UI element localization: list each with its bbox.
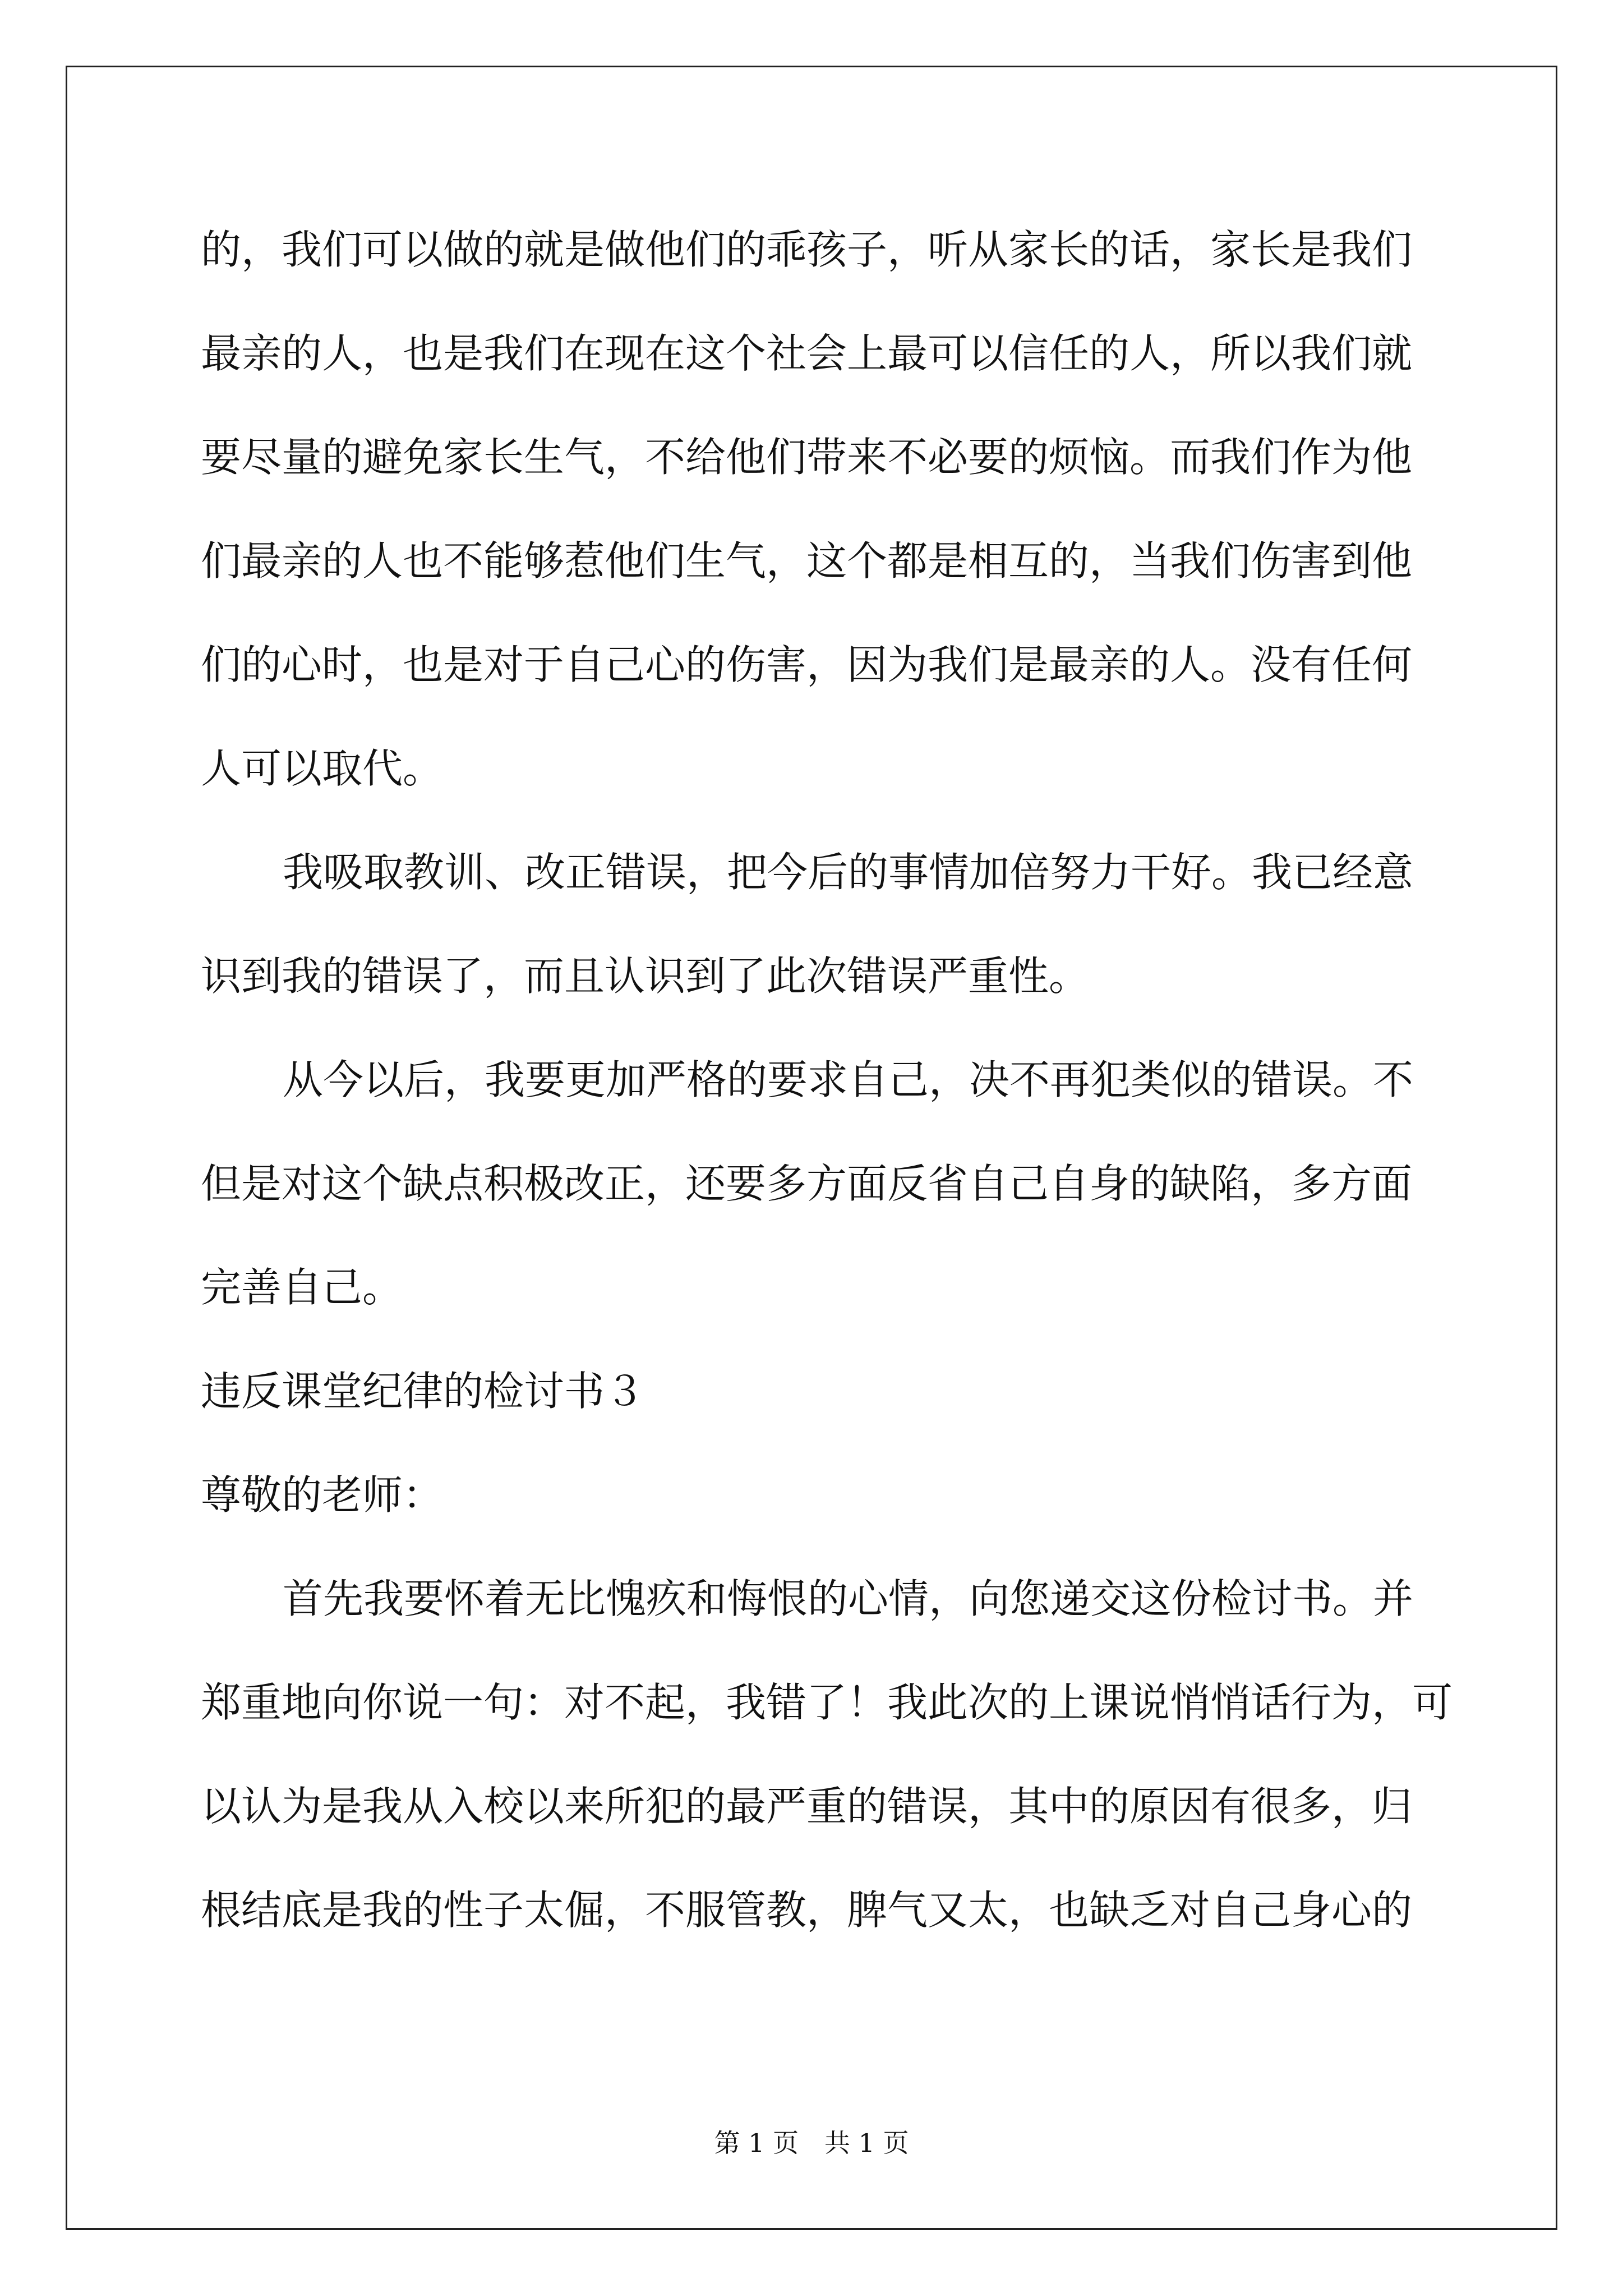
- text-line: 以认为是我从入校以来所犯的最严重的错误，其中的原因有很多，归: [201, 1783, 1413, 1830]
- text-line: 的，我们可以做的就是做他们的乖孩子，听从家长的话，家长是我们: [201, 226, 1413, 273]
- page-number: 第 1 页 共 1 页: [714, 2128, 909, 2158]
- text-line: 人可以取代。: [201, 745, 444, 792]
- salutation: 尊敬的老师：: [201, 1471, 444, 1519]
- text-line: 郑重地向你说一句：对不起，我错了！我此次的上课说悄悄话行为，可: [201, 1679, 1453, 1726]
- section-heading: 违反课堂纪律的检讨书３: [201, 1368, 645, 1415]
- paragraph-first-line: 我吸取教训、改正错误，把今后的事情加倍努力干好。我已经意: [283, 849, 1414, 896]
- text-line: 但是对这个缺点积极改正，还要多方面反省自己自身的缺陷，多方面: [201, 1160, 1413, 1207]
- text-line: 要尽量的避免家长生气，不给他们带来不必要的烦恼。而我们作为他: [201, 434, 1413, 481]
- text-line: 根结底是我的性子太倔，不服管教，脾气又太，也缺乏对自己身心的: [201, 1887, 1413, 1934]
- text-line: 们最亲的人也不能够惹他们生气，这个都是相互的，当我们伤害到他: [201, 537, 1413, 585]
- text-line: 完善自己。: [201, 1264, 403, 1311]
- paragraph-first-line: 首先我要怀着无比愧疚和悔恨的心情，向您递交这份检讨书。并: [283, 1575, 1414, 1622]
- paragraph-first-line: 从今以后，我要更加严格的要求自己，决不再犯类似的错误。不: [283, 1056, 1414, 1103]
- text-line: 们的心时，也是对于自己心的伤害，因为我们是最亲的人。没有任何: [201, 641, 1413, 688]
- text-line: 识到我的错误了，而且认识到了此次错误严重性。: [201, 953, 1090, 1000]
- text-line: 最亲的人，也是我们在现在这个社会上最可以信任的人，所以我们就: [201, 330, 1413, 377]
